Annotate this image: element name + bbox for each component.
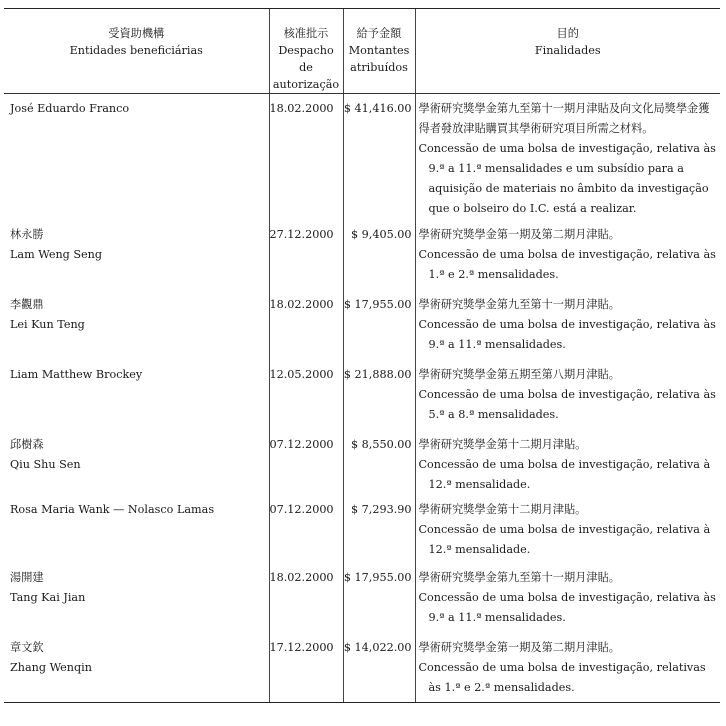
beneficiary-name-pt: Lei Kun Teng xyxy=(10,317,85,331)
purpose-cell xyxy=(415,430,720,495)
beneficiary-name-zh: 林永勝 xyxy=(10,227,44,241)
authorization-date: 12.05.2000 xyxy=(269,360,343,430)
grants-table xyxy=(4,8,720,703)
beneficiary-cell xyxy=(4,495,269,563)
authorization-date: 27.12.2000 xyxy=(269,220,343,290)
purpose-zh: 學術研究獎學金第九至第十一期月津貼。 xyxy=(418,570,620,584)
purpose-cell xyxy=(415,290,720,360)
header-amounts xyxy=(343,9,415,94)
header-amounts-zh: 給予金額 xyxy=(356,27,402,40)
header-authorization xyxy=(269,9,343,94)
purpose-zh: 學術研究獎學金第九至第十一期月津貼及向文化局獎學金獲得者發放津貼購買其學術研究項目所需之材料。 xyxy=(418,102,710,135)
header-beneficiaries-zh: 受資助機構 xyxy=(108,27,165,40)
purpose-pt: Concessão de uma bolsa de investigação, relativa às 5.ª a 8.ª mensalidades. xyxy=(418,387,716,421)
beneficiary-cell xyxy=(4,290,269,360)
header-purposes xyxy=(415,9,720,94)
beneficiary-cell xyxy=(4,633,269,703)
purpose-zh: 學術研究獎學金第一期及第二期月津貼。 xyxy=(418,227,620,241)
beneficiary-name-pt: Liam Matthew Brockey xyxy=(10,367,143,381)
header-authorization-zh: 核准批示 xyxy=(283,27,329,40)
table-row xyxy=(4,220,720,290)
table-row xyxy=(4,360,720,430)
purpose-zh: 學術研究獎學金第五期至第八期月津貼。 xyxy=(418,367,620,381)
amount-value: $ 8,550.00 xyxy=(343,430,415,495)
purpose-pt: Concessão de uma bolsa de investigação, relativa às 9.ª a 11.ª mensalidades. xyxy=(418,317,716,351)
authorization-date: 07.12.2000 xyxy=(269,430,343,495)
purpose-zh: 學術研究獎學金第十二期月津貼。 xyxy=(418,437,587,451)
purpose-pt: Concessão de uma bolsa de investigação, relativa à 12.ª mensalidade. xyxy=(418,522,711,556)
beneficiary-name-pt: Tang Kai Jian xyxy=(10,590,86,604)
header-purposes-zh: 目的 xyxy=(556,27,579,40)
authorization-date: 18.02.2000 xyxy=(269,290,343,360)
authorization-date: 17.12.2000 xyxy=(269,633,343,703)
amount-value: $ 17,955.00 xyxy=(343,290,415,360)
amount-value: $ 17,955.00 xyxy=(343,563,415,633)
amount-value: $ 9,405.00 xyxy=(343,220,415,290)
beneficiary-name-pt: José Eduardo Franco xyxy=(10,102,130,115)
purpose-pt: Concessão de uma bolsa de investigação, relativa às 9.ª a 11.ª mensalidades. xyxy=(418,590,716,624)
amount-value: $ 7,293.90 xyxy=(343,495,415,563)
authorization-date: 07.12.2000 xyxy=(269,495,343,563)
purpose-zh: 學術研究獎學金第十二期月津貼。 xyxy=(418,502,587,516)
header-purposes-pt: Finalidades xyxy=(534,44,601,57)
header-beneficiaries xyxy=(4,9,269,94)
purpose-zh: 學術研究獎學金第九至第十一期月津貼。 xyxy=(418,297,620,311)
table-row xyxy=(4,430,720,495)
header-beneficiaries-pt: Entidades beneficiárias xyxy=(69,44,203,57)
amount-value: $ 41,416.00 xyxy=(343,94,415,220)
beneficiary-cell xyxy=(4,220,269,290)
authorization-date: 18.02.2000 xyxy=(269,94,343,220)
table-row xyxy=(4,495,720,563)
amount-value: $ 14,022.00 xyxy=(343,633,415,703)
header-row xyxy=(4,9,720,94)
header-amounts-pt2: atribuídos xyxy=(350,61,408,74)
purpose-pt: Concessão de uma bolsa de investigação, relativas às 1.ª e 2.ª mensalidades. xyxy=(418,660,706,694)
purpose-cell xyxy=(415,563,720,633)
beneficiary-name-zh: 湯開建 xyxy=(10,570,44,584)
beneficiary-name-pt: Zhang Wenqin xyxy=(10,660,92,674)
beneficiary-cell xyxy=(4,430,269,495)
table-row xyxy=(4,633,720,703)
purpose-cell xyxy=(415,360,720,430)
table-row xyxy=(4,563,720,633)
purpose-zh: 學術研究獎學金第一期及第二期月津貼。 xyxy=(418,640,620,654)
header-authorization-pt1: Despacho de xyxy=(278,44,334,74)
beneficiary-name-zh: 邱樹森 xyxy=(10,437,44,451)
beneficiary-cell xyxy=(4,94,269,220)
purpose-cell xyxy=(415,633,720,703)
beneficiary-cell xyxy=(4,563,269,633)
beneficiary-cell xyxy=(4,360,269,430)
beneficiary-name-zh: 李觀鼎 xyxy=(10,297,44,311)
amount-value: $ 21,888.00 xyxy=(343,360,415,430)
purpose-pt: Concessão de uma bolsa de investigação, relativa à 12.ª mensalidade. xyxy=(418,457,711,491)
purpose-pt: Concessão de uma bolsa de investigação, relativa às 1.ª e 2.ª mensalidades. xyxy=(418,247,716,281)
purpose-cell xyxy=(415,495,720,563)
purpose-cell xyxy=(415,94,720,220)
beneficiary-name-pt: Qiu Shu Sen xyxy=(10,457,81,471)
table-row xyxy=(4,94,720,220)
header-authorization-pt2: autorização xyxy=(272,78,340,91)
purpose-pt: Concessão de uma bolsa de investigação, relativa às 9.ª a 11.ª mensalidades e um subsídio para a aquisição de materiais no âmbito da investigação que o bolseiro do I.C. está a realizar. xyxy=(418,142,716,215)
header-amounts-pt1: Montantes xyxy=(348,44,410,57)
beneficiary-name-pt: Lam Weng Seng xyxy=(10,247,103,261)
beneficiary-name-zh: 章文欽 xyxy=(10,640,44,654)
authorization-date: 18.02.2000 xyxy=(269,563,343,633)
table-row xyxy=(4,290,720,360)
beneficiary-name-pt: Rosa Maria Wank — Nolasco Lamas xyxy=(10,502,215,516)
purpose-cell xyxy=(415,220,720,290)
